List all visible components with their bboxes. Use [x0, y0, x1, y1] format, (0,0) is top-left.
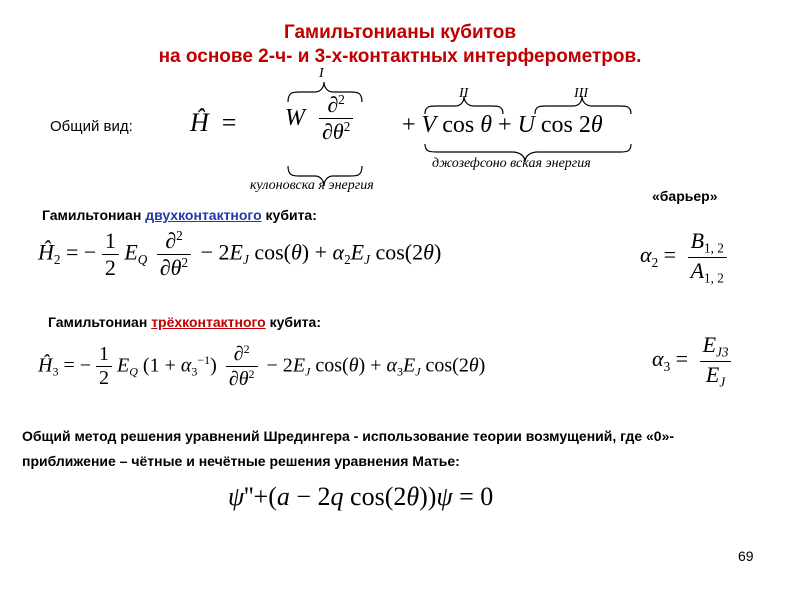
- slide-title-line2: на основе 2-ч- и 3-х-контактных интерферометров.: [158, 46, 642, 67]
- general-hamiltonian: Ĥ =: [190, 108, 237, 137]
- alpha2-den-subscript: 1, 2: [704, 270, 724, 286]
- josephson-energy-label: джозефсоно вская энергия: [432, 156, 591, 171]
- two-contact-label: [42, 207, 317, 223]
- two-contact-hamiltonian: $Ĥ_2$ = − $\frac{1}{2}$ $E_Q$ $\frac{\partial^2}{\partial\theta^2}$ − $2E_J$ $\cos(\theta) + \alpha_2E_J$ cos(2θ): [38, 228, 442, 280]
- brace-label-I: I: [319, 66, 324, 81]
- method-paragraph-line1: Общий метод решения уравнений Шредингера - использование теории возмущений, где «0»-: [22, 428, 675, 444]
- two-contact-label-prefix: Гамильтониан: [42, 207, 146, 223]
- coulomb-energy-label: кулоновска я энергия: [250, 178, 374, 193]
- alpha3-den-subscript: J: [719, 374, 726, 390]
- brace-label-II: II: [459, 86, 469, 101]
- three-contact-label-prefix: Гамильтониан: [48, 314, 152, 330]
- josephson-terms: + V cos θ + U cos 2θ: [402, 112, 603, 138]
- alpha3-definition: $\alpha_3$ = $\frac{E_{J3}}{E_J}$: [652, 332, 731, 390]
- brace-top-I: [288, 82, 362, 102]
- alpha3-num-subscript: J3: [716, 344, 729, 360]
- coulomb-term: W $\frac{\partial^2}{\partial\theta^2}$: [285, 92, 353, 145]
- brace-label-III: III: [574, 86, 588, 101]
- general-form-label: Общий вид:: [50, 118, 133, 135]
- three-contact-label-suffix: кубита:: [265, 314, 321, 330]
- method-paragraph-line2: приближение – чётные и нечётные решения уравнения Матье:: [22, 453, 460, 469]
- three-contact-hamiltonian: $Ĥ_3$ = − $\frac{1}{2}$ $E_Q$ $(1 + \alpha_3^{-1})$ $\frac{\partial^2}{\partial\theta^2}$ − $2E_J$ $\cos(\theta) + \alpha_3E_J$ cos(2θ): [38, 342, 486, 391]
- two-contact-keyword: двухконтактного: [145, 207, 262, 223]
- page-number: 69: [738, 548, 754, 564]
- slide-title-line1: Гамильтонианы кубитов: [283, 22, 517, 43]
- three-contact-keyword: трёхконтактного: [151, 314, 266, 330]
- alpha2-num-subscript: 1, 2: [704, 240, 724, 256]
- mathieu-equation: ψ''+(a − 2q cos(2θ))ψ = 0: [228, 482, 494, 511]
- two-contact-label-suffix: кубита:: [261, 207, 317, 223]
- three-contact-label: [48, 314, 321, 330]
- alpha2-subscript: 2: [651, 254, 659, 270]
- alpha3-subscript: 3: [663, 358, 671, 374]
- alpha2-definition: $\alpha_2$ = $\frac{B_{1, 2}}{A_{1, 2}}$: [640, 228, 727, 286]
- barrier-label: «барьер»: [652, 188, 718, 204]
